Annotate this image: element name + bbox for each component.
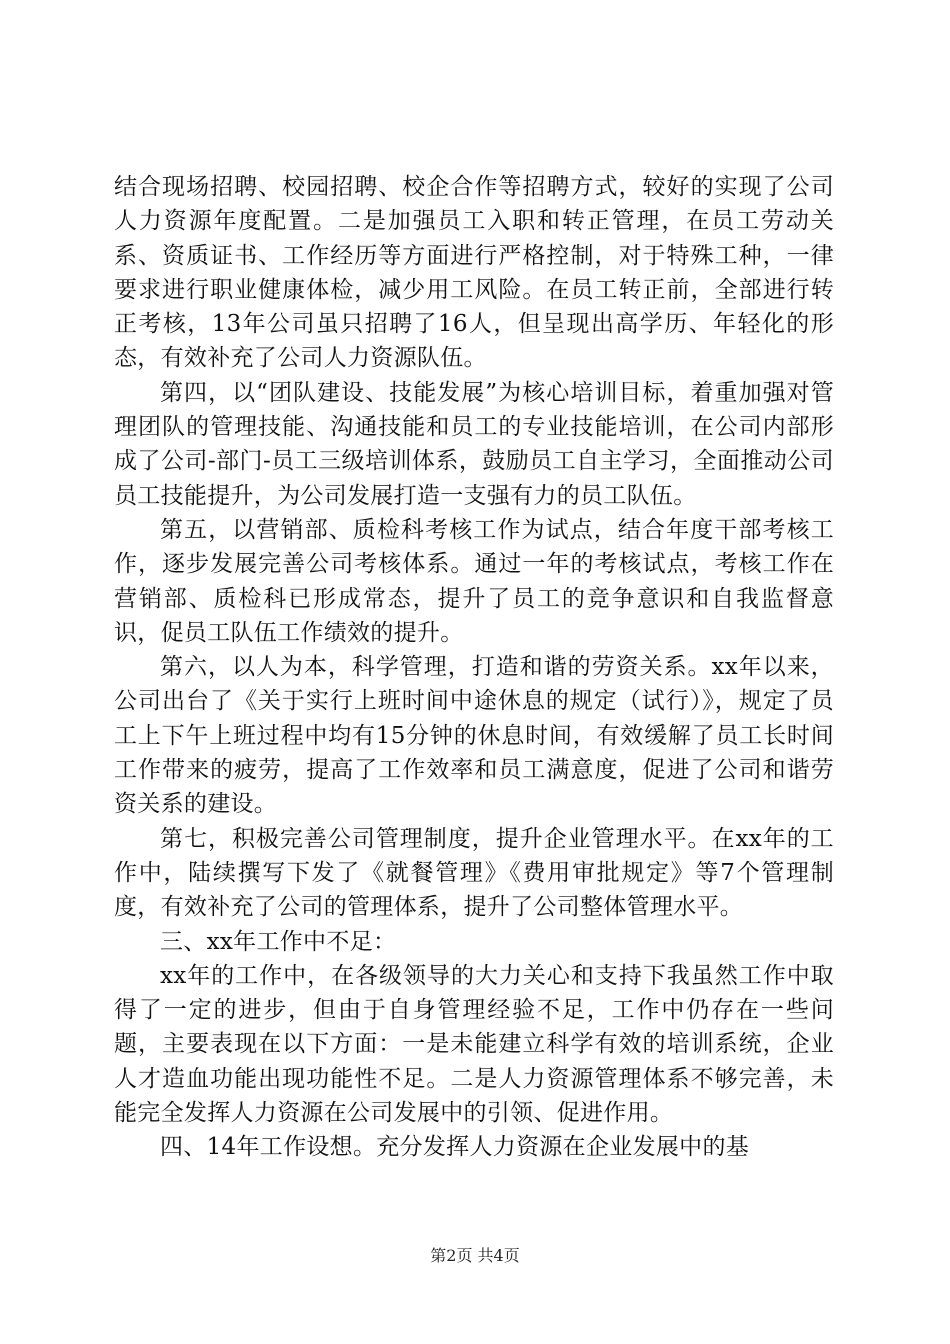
document-body: [114, 170, 834, 1165]
paragraph-fifth: 第五，以营销部、质检科考核工作为试点，结合年度干部考核工作，逐步发展完善公司考核体系。通过一年的考核试点，考核工作在营销部、质检科已形成常态，提升了员工的竞争意识和自我监督意识，促员工队伍工作绩效的提升。: [114, 516, 834, 646]
paragraph-sixth: 第六，以人为本，科学管理，打造和谐的劳资关系。xx年以来，公司出台了《关于实行上班时间中途休息的规定（试行）》，规定了员工上下午上班过程中均有15分钟的休息时间，有效缓解了员工长时间工作带来的疲劳，提高了工作效率和员工满意度，促进了公司和谐劳资关系的建设。: [114, 654, 834, 818]
paragraph-shortcomings: xx年的工作中，在各级领导的大力关心和支持下我虽然工作中取得了一定的进步，但由于自身管理经验不足，工作中仍存在一些问题，主要表现在以下方面：一是未能建立科学有效的培训系统，企业人才造血功能出现功能性不足。二是人力资源管理体系不够完善，未能完全发挥人力资源在公司发展中的引领、促进作用。: [114, 962, 834, 1127]
section-heading-shortcomings: 三、xx年工作中不足：: [160, 928, 397, 955]
section-heading-plans: 四、14年工作设想。充分发挥人力资源在企业发展中的基: [160, 1134, 750, 1161]
paragraph-seventh: 第七，积极完善公司管理制度，提升企业管理水平。在xx年的工作中，陆续撰写下发了《就餐管理》《费用审批规定》等7个管理制度，有效补充了公司的管理体系，提升了公司整体管理水平。: [114, 825, 834, 921]
paragraph-continued: 结合现场招聘、校园招聘、校企合作等招聘方式，较好的实现了公司人力资源年度配置。二是加强员工入职和转正管理，在员工劳动关系、资质证书、工作经历等方面进行严格控制，对于特殊工种，一律要求进行职业健康体检，减少用工风险。在员工转正前，全部进行转正考核，13年公司虽只招聘了16人，但呈现出高学历、年轻化的形态，有效补充了公司人力资源队伍。: [114, 174, 834, 372]
paragraph-fourth: 第四，以“团队建设、技能发展”为核心培训目标，着重加强对管理团队的管理技能、沟通技能和员工的专业技能培训，在公司内部形成了公司-部门-员工三级培训体系，鼓励员工自主学习，全面推动公司员工技能提升，为公司发展打造一支强有力的员工队伍。: [114, 379, 834, 509]
page-footer: 第2页 共4页: [430, 1246, 520, 1265]
